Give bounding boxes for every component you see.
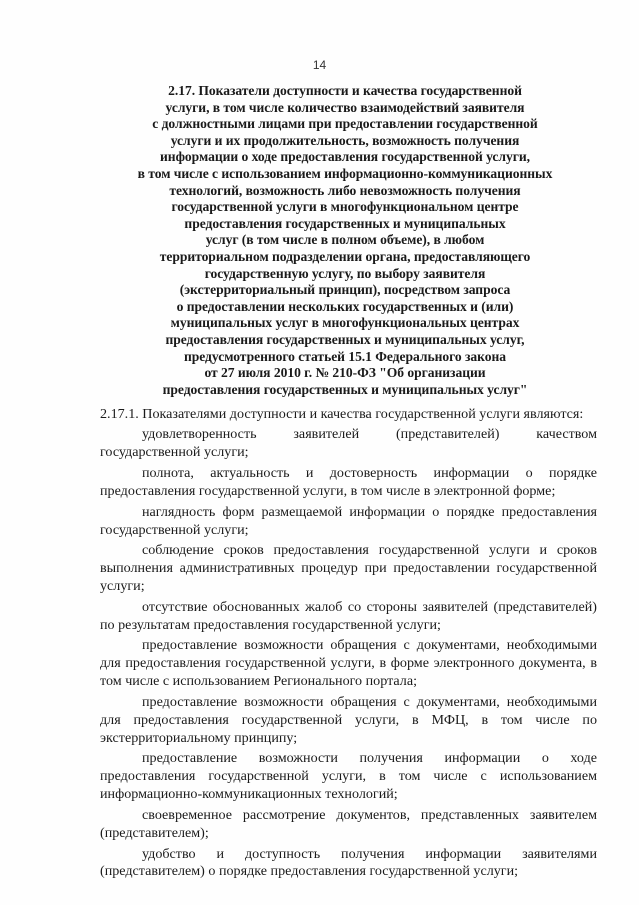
heading-line: государственной услуги в многофункциональном центре xyxy=(171,199,519,215)
clause-lead: 2.17.1. Показателями доступности и качества государственной услуги являются: xyxy=(100,406,584,422)
heading-line: с должностными лицами при предоставлении государственной xyxy=(152,116,538,132)
heading-line: государственную услугу, по выбору заявителя xyxy=(204,265,486,281)
section-body xyxy=(100,406,597,884)
heading-line: предоставления государственных и муниципальных xyxy=(184,215,506,231)
heading-line: информации о ходе предоставления государственной услуги, xyxy=(160,149,530,165)
indicator-item: предоставление возможности обращения с документами, необходимыми для предоставления государственной услуги, в МФЦ, в том числе по экстерриториальному принципу; xyxy=(100,693,597,746)
heading-line: предусмотренного статьей 15.1 Федерального закона xyxy=(183,348,507,364)
heading-line: муниципальных услуг в многофункциональных центрах xyxy=(170,315,520,331)
heading-line: 2.17. Показатели доступности и качества государственной xyxy=(168,83,522,98)
heading-line: услуг (в том числе в полном объеме), в любом xyxy=(205,232,485,248)
heading-line: от 27 июля 2010 г. № 210-ФЗ "Об организации xyxy=(204,365,486,381)
heading-line: предоставления государственных и муниципальных услуг" xyxy=(162,381,528,397)
heading-line: технологий, возможность либо невозможность получения xyxy=(169,182,521,198)
indicator-item: удобство и доступность получения информации заявителями (представителем) о порядке предоставления государственной услуги; xyxy=(100,845,597,880)
heading-line: в том числе с использованием информационно-коммуникационных xyxy=(137,165,553,181)
page-number: 14 xyxy=(312,58,327,72)
indicator-item: удовлетворенность заявителей (представителей) качеством государственной услуги; xyxy=(100,426,597,461)
indicator-item: своевременное рассмотрение документов, представленных заявителем (представителем); xyxy=(100,806,597,841)
heading-line: услуги и их продолжительность, возможность получения xyxy=(170,132,520,148)
indicator-item: наглядность форм размещаемой информации о порядке предоставления государственной услуги; xyxy=(100,503,597,538)
heading-line: предоставления государственных и муниципальных услуг, xyxy=(165,331,525,347)
indicator-item: предоставление возможности получения информации о ходе предоставления государственной услуги, в том числе с использованием информационно-коммуникационных технологий; xyxy=(100,750,597,803)
indicator-item: предоставление возможности обращения с документами, необходимыми для предоставления государственной услуги, в форме электронного документа, в том числе с использованием Регионального портала; xyxy=(100,637,597,690)
indicator-item: отсутствие обоснованных жалоб со стороны заявителей (представителей) по результатам предоставления государственной услуги; xyxy=(100,598,597,633)
indicator-item: соблюдение сроков предоставления государственной услуги и сроков выполнения административных процедур при предоставлении государственной услуги; xyxy=(100,542,597,595)
indicator-item: полнота, актуальность и достоверность информации о порядке предоставления государственной услуги, в том числе в электронной форме; xyxy=(100,465,597,499)
section-heading xyxy=(100,83,590,398)
heading-line: о предоставлении нескольких государственных и (или) xyxy=(176,298,514,314)
heading-line: территориальном подразделении органа, предоставляющего xyxy=(159,248,531,264)
heading-line: услуги, в том числе количество взаимодействий заявителя xyxy=(165,99,525,115)
heading-line: (экстерриториальный принцип), посредством запроса xyxy=(179,282,511,298)
